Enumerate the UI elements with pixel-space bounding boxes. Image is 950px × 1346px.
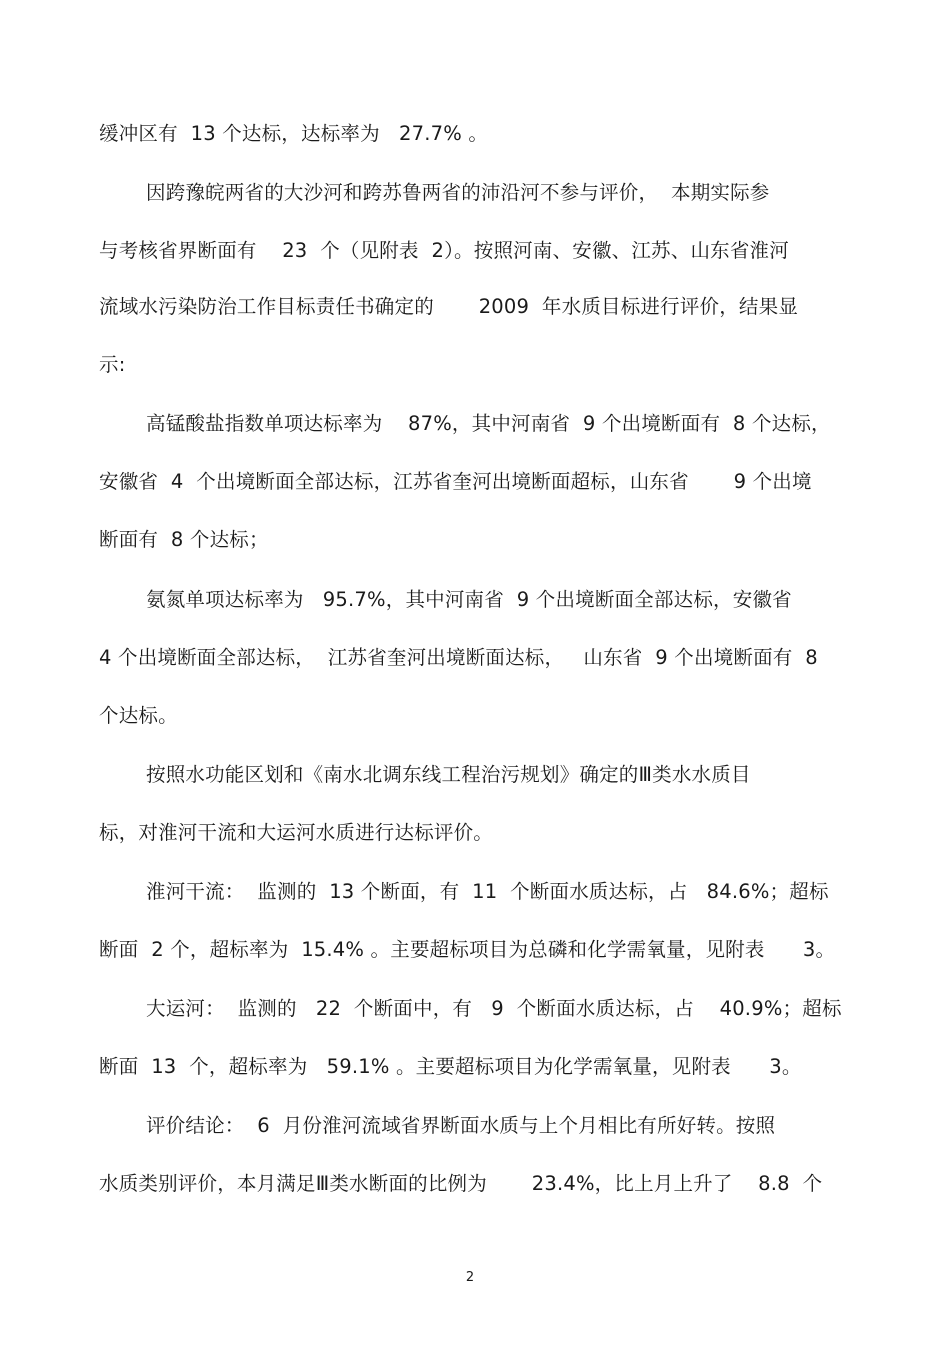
text-line-6: 高锰酸盐指数单项达标率为 87%，其中河南省 9 个出境断面有 8 个达标，: [146, 412, 831, 435]
text-line-4: 流域水污染防治工作目标责任书确定的 2009 年水质目标进行评价，结果显: [99, 295, 799, 318]
text-line-19: 水质类别评价，本月满足Ⅲ类水断面的比例为 23.4%，比上月上升了 8.8 个: [99, 1172, 823, 1195]
text-line-15: 断面 2 个，超标率为 15.4% 。主要超标项目为总磷和化学需氧量，见附表 3。: [99, 938, 836, 961]
text-line-12: 按照水功能区划和《南水北调东线工程治污规划》确定的Ⅲ类水水质目: [146, 763, 751, 786]
text-line-13: 标，对淮河干流和大运河水质进行达标评价。: [99, 821, 494, 844]
text-line-17: 断面 13 个，超标率为 59.1% 。主要超标项目为化学需氧量，见附表 3。: [99, 1055, 802, 1078]
text-line-8: 断面有 8 个达标；: [99, 528, 269, 551]
text-line-11: 个达标。: [99, 704, 178, 727]
text-line-14: 淮河干流： 监测的 13 个断面，有 11 个断面水质达标，占 84.6%；超标: [146, 880, 829, 903]
text-line-2: 因跨豫皖两省的大沙河和跨苏鲁两省的沛沿河不参与评价， 本期实际参: [146, 181, 770, 204]
text-line-1: 缓冲区有 13 个达标，达标率为 27.7% 。: [99, 122, 489, 145]
text-line-9: 氨氮单项达标率为 95.7%，其中河南省 9 个出境断面全部达标，安徽省: [146, 588, 792, 611]
text-line-10: 4 个出境断面全部达标， 江苏省奎河出境断面达标， 山东省 9 个出境断面有 8: [99, 646, 818, 669]
text-line-16: 大运河： 监测的 22 个断面中，有 9 个断面水质达标，占 40.9%；超标: [146, 997, 842, 1020]
page-number: 2: [465, 1270, 475, 1285]
text-line-5: 示:: [99, 353, 126, 376]
text-line-18: 评价结论： 6 月份淮河流域省界断面水质与上个月相比有所好转。按照: [146, 1114, 776, 1137]
text-line-7: 安徽省 4 个出境断面全部达标，江苏省奎河出境断面超标，山东省 9 个出境: [99, 470, 812, 493]
text-line-3: 与考核省界断面有 23 个（见附表 2）。按照河南、安徽、江苏、山东省淮河: [99, 239, 789, 262]
